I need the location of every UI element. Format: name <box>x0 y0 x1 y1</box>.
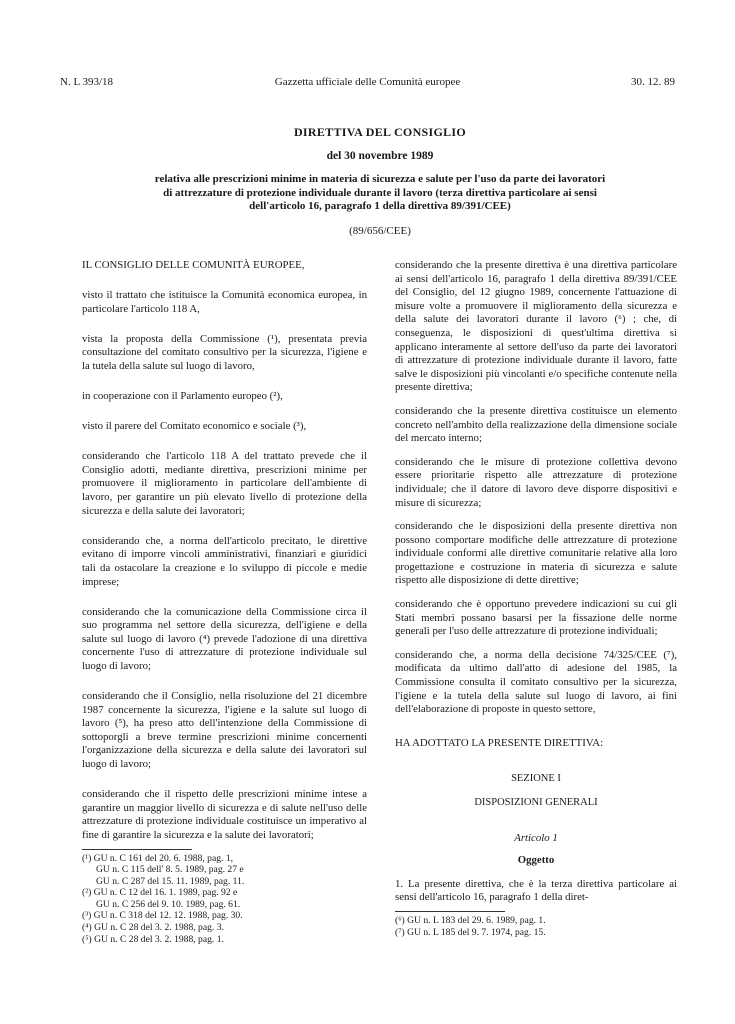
paragraph: considerando che le disposizioni della presente direttiva non possono comportare modifiche delle attrezzature di protezione individuale conformi alle direttive comunitarie relative alla loro progettazione e costruzione in materia di sicurezza e salute rispetto alle disposizione di dette direttive; <box>395 520 677 587</box>
right-column <box>395 259 677 938</box>
paragraph: considerando che l'articolo 118 A del trattato prevede che il Consiglio adotti, mediante direttiva, prescrizioni minime per promuovere il miglioramento in particolare dell'ambiente di lavoro, per garantire un più elevato livello di protezione della sicurezza e della salute dei lavoratori; <box>82 450 367 517</box>
footnote: (¹) GU n. C 161 del 20. 6. 1988, pag. 1, <box>82 852 234 864</box>
paragraph: IL CONSIGLIO DELLE COMUNITÀ EUROPEE, <box>82 259 305 271</box>
adoption-statement: HA ADOTTATO LA PRESENTE DIRETTIVA: <box>395 736 604 749</box>
paragraph: considerando che è opportuno prevedere indicazioni su cui gli Stati membri possano basarsi per la fissazione delle norme generali per l'uso delle attrezzature di protezione individuali; <box>395 598 677 638</box>
issue-date: 30. 12. 89 <box>631 76 675 88</box>
paragraph: considerando che il Consiglio, nella risoluzione del 21 dicembre 1987 concernente la sicurezza, l'igiene e la salute sul luogo di lavoro (⁵), ha preso atto dell'intenzione della Commissione di sottoporgli a breve termine prescrizioni minime concernenti l'organizzazione della sicurezza e della salute dei lavoratori sul luogo di lavoro; <box>82 690 367 771</box>
footnote: (⁴) GU n. C 28 del 3. 2. 1988, pag. 3. <box>82 922 224 934</box>
paragraph: visto il parere del Comitato economico e sociale (³), <box>82 420 307 433</box>
paragraph: considerando che, a norma della decisione 74/325/CEE (⁷), modificata da ultimo dall'atto di adesione del 1985, la Commissione consulta il comitato consultivo per la sicurezza, l'igiene e la tutela della salute sul luogo di lavoro, ai fini dell'elaborazione di proposte in questo settore, <box>395 648 677 716</box>
paragraph: considerando che la presente direttiva è una direttiva particolare ai sensi dell'articolo 16, paragrafo 1 della direttiva 89/391/CEE del Consiglio, del 12 giugno 1989, concernente l'attuazione di misure volte a promuovere il miglioramento della sicurezza e della salute dei lavoratori durante il lavoro (⁶) ; che, di conseguenza, le disposizioni di quest'ultima direttiva si applicano interamente al settore dell'uso da parte dei lavoratori di attrezzature di protezione individuale durante il lavoro, fatte salve le disposizioni più vincolanti e/o specifiche contenute nella presente direttiva; <box>395 259 677 394</box>
paragraph: considerando che le misure di protezione collettiva devono essere prioritarie rispetto alle attrezzature di protezione individuale; che il datore di lavoro deve disporre dispositivi e misure di sicurezza; <box>395 455 677 509</box>
paragraph: visto il trattato che istituisce la Comunità economica europea, in particolare l'articolo 118 A, <box>82 289 367 315</box>
page-header <box>60 76 675 92</box>
footnote: (⁵) GU n. C 28 del 3. 2. 1988, pag. 1. <box>82 933 224 945</box>
paragraph: in cooperazione con il Parlamento europeo (²), <box>82 390 283 403</box>
paragraph: considerando che il rispetto delle prescrizioni minime intese a garantire un maggior livello di sicurezza e di salute nell'uso delle attrezzature di protezione individuale costituisce un imperativo al fine di garantire la sicurezza e la salute dei lavoratori; <box>82 788 367 841</box>
issue-number: N. L 393/18 <box>60 76 114 88</box>
document-date: del 30 novembre 1989 <box>326 150 434 162</box>
article-title: Oggetto <box>517 854 555 867</box>
footnote: (⁷) GU n. L 185 del 9. 7. 1974, pag. 15. <box>395 926 546 938</box>
footnote: GU n. C 115 dell' 8. 5. 1989, pag. 27 e <box>96 864 244 876</box>
footnote: GU n. C 256 del 9. 10. 1989, pag. 61. <box>96 898 241 910</box>
footnote-separator <box>395 911 505 912</box>
section-title: DISPOSIZIONI GENERALI <box>474 797 598 808</box>
document-number: (89/656/CEE) <box>349 224 411 237</box>
left-column <box>82 259 367 945</box>
section-heading: SEZIONE I <box>511 773 561 785</box>
journal-title: Gazzetta ufficiale delle Comunità europee <box>274 76 461 88</box>
paragraph: considerando che la presente direttiva costituisce un elemento concreto nell'ambito della realizzazione della dimensione sociale del mercato interno; <box>395 404 677 445</box>
document-title: DIRETTIVA DEL CONSIGLIO <box>293 125 467 139</box>
document-title-block <box>150 124 610 238</box>
document-subject: relativa alle prescrizioni minime in materia di sicurezza e salute per l'uso da parte dei lavoratori di attrezzature di protezione individuale durante il lavoro (terza direttiva particolare ai sensi dell'articolo 16, paragrafo 1 della direttiva 89/391/CEE) <box>154 173 606 212</box>
article-text: 1. La presente direttiva, che è la terza direttiva particolare ai sensi dell'articolo 16, paragrafo 1 della diret- <box>395 877 677 904</box>
footnote: (²) GU n. C 12 del 16. 1. 1989, pag. 92 e <box>82 887 238 899</box>
footnote: (⁶) GU n. L 183 del 29. 6. 1989, pag. 1. <box>395 914 546 926</box>
footnote: (³) GU n. C 318 del 12. 12. 1988, pag. 30. <box>82 910 243 922</box>
paragraph: considerando che la comunicazione della Commissione circa il suo programma nel settore della sicurezza, dell'igiene e della salute sul luogo di lavoro (⁴) prevede l'adozione di una direttiva concernente l'uso di attrezzature di protezione individuale sul luogo di lavoro; <box>82 605 367 672</box>
paragraph: considerando che, a norma dell'articolo precitato, le direttive evitano di imporre vincoli amministrativi, finanziari e giuridici tali da ostacolare la creazione e lo sviluppo di piccole e medie imprese; <box>82 534 367 588</box>
article-heading: Articolo 1 <box>514 831 558 844</box>
footnote-separator <box>82 849 192 850</box>
footnote: GU n. C 287 del 15. 11. 1989, pag. 11. <box>96 875 245 887</box>
paragraph: vista la proposta della Commissione (¹), presentata previa consultazione del comitato consultivo per la sicurezza, l'igiene e la tutela della salute sul luogo di lavoro, <box>82 332 367 372</box>
